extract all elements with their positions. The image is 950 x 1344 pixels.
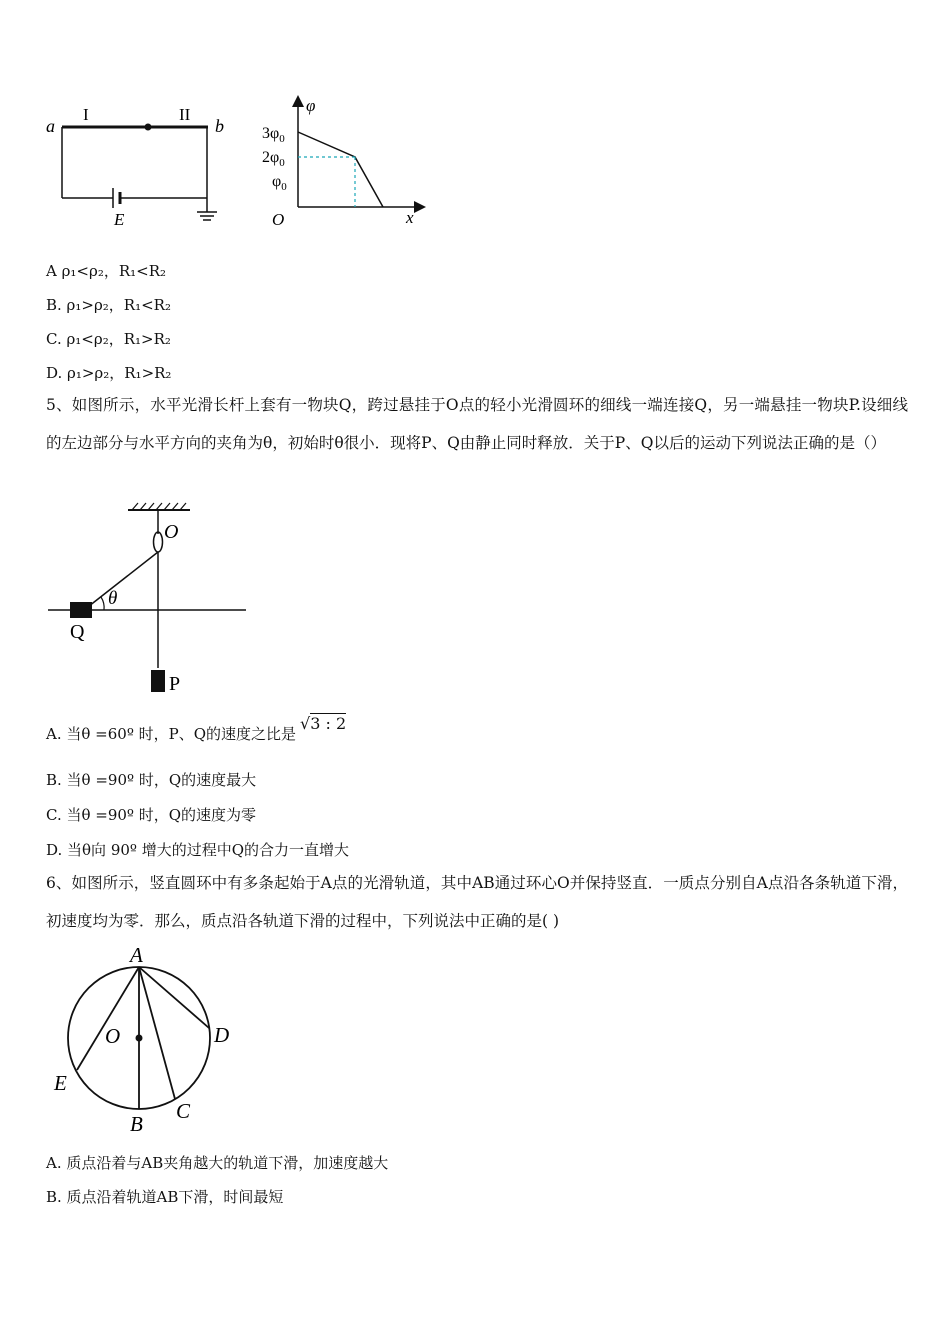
circuit-diagram (40, 100, 240, 230)
q4-option-b: B. ρ₁>ρ₂，R₁<R₂ (46, 296, 171, 314)
label-b: b (215, 116, 224, 136)
label-A: A (130, 943, 143, 967)
tick-phi: $\varphi_0$ (272, 173, 287, 193)
q5-option-a-text: A. 当θ =60º 时，P、Q的速度之比是 (46, 725, 297, 743)
axis-phi-label: φ (306, 96, 316, 115)
q5-stem: 5、如图所示，水平光滑长杆上套有一物块Q，跨过悬挂于O点的轻小光滑圆环的细线一端连接Q，另一端悬挂一物块P.设细线的左边部分与水平方向的夹角为θ，初始时θ很小．现将P、Q由静止同时释放．关于P、Q以后的运动下列说法正确的是（） (46, 396, 908, 452)
label-II: II (179, 105, 191, 124)
q6-stem: 6、如图所示，竖直圆环中有多条起始于A点的光滑轨道，其中AB通过环心O并保持竖直．一质点分别自A点沿各条轨道下滑，初速度均为零．那么，质点沿各轨道下滑的过程中，下列说法中正确的是( ) (46, 874, 908, 930)
label-theta: θ (108, 588, 118, 609)
q4-option-a: A ρ₁<ρ₂，R₁<R₂ (46, 262, 167, 280)
tick-3phi: $3\varphi_0$ (262, 125, 285, 145)
label-a: a (46, 116, 55, 136)
label-I: I (83, 105, 89, 124)
q5-option-c: C. 当θ =90º 时，Q的速度为零 (46, 806, 257, 824)
label-O: O (105, 1024, 121, 1048)
label-E: E (114, 210, 125, 229)
q6-option-a: A. 质点沿着与AB夹角越大的轨道下滑，加速度越大 (46, 1154, 389, 1172)
label-Q: Q (70, 621, 85, 643)
q5-option-d: D. 当θ向 90º 增大的过程中Q的合力一直增大 (46, 841, 350, 859)
q5-option-b: B. 当θ =90º 时，Q的速度最大 (46, 771, 257, 789)
label-C: C (176, 1099, 191, 1123)
tick-2phi: $2\varphi_0$ (262, 149, 285, 169)
origin-label: O (272, 210, 285, 229)
axis-x-label: x (406, 208, 414, 227)
label-B: B (130, 1112, 143, 1136)
label-E: E (54, 1071, 67, 1095)
q4-option-c: C. ρ₁<ρ₂，R₁>R₂ (46, 330, 171, 348)
potential-graph (258, 95, 428, 235)
q6-option-b: B. 质点沿着轨道AB下滑，时间最短 (46, 1188, 284, 1206)
label-D: D (214, 1023, 230, 1047)
q5-option-a (46, 714, 347, 744)
sqrt-ratio: √3 : 2 (300, 714, 347, 733)
circle-track-diagram (50, 940, 250, 1140)
pulley-diagram (44, 500, 254, 700)
label-O: O (164, 521, 179, 543)
label-P: P (169, 673, 181, 695)
q4-option-d: D. ρ₁>ρ₂，R₁>R₂ (46, 364, 172, 382)
